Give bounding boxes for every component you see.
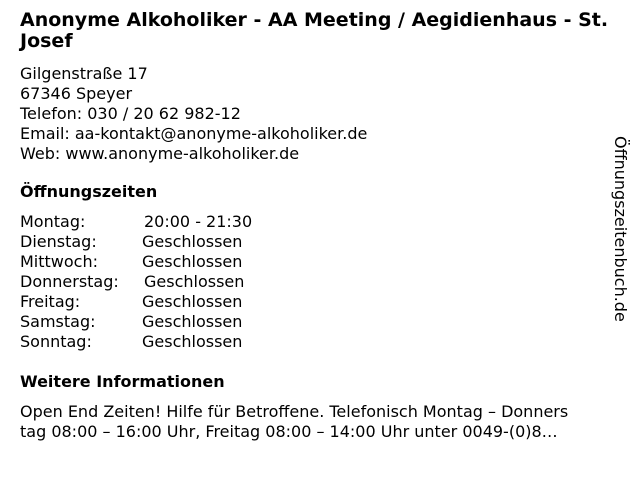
email-address: Email: aa-kontakt@anonyme-alkoholiker.de — [20, 124, 368, 143]
day-label: Freitag: — [20, 292, 81, 311]
more-info-heading: Weitere Informationen — [20, 372, 225, 391]
listing-page — [20, 10, 616, 442]
day-label: Sonntag: — [20, 332, 92, 351]
hours-row-saturday — [20, 312, 616, 332]
day-label: Montag: — [20, 212, 86, 231]
day-label: Dienstag: — [20, 232, 97, 251]
hours-row-monday — [20, 212, 616, 232]
day-label: Donnerstag: — [20, 272, 119, 291]
opening-hours-heading: Öffnungszeiten — [20, 182, 158, 201]
day-label: Mittwoch: — [20, 252, 98, 271]
hours-row-friday — [20, 292, 616, 312]
hours-row-thursday — [20, 272, 616, 292]
hours-value: Geschlossen — [142, 332, 243, 351]
hours-value: Geschlossen — [142, 232, 243, 251]
side-brand-watermark — [610, 136, 630, 336]
hours-value: Geschlossen — [142, 292, 243, 311]
hours-value: Geschlossen — [142, 312, 243, 331]
hours-row-sunday — [20, 332, 616, 352]
phone-number: Telefon: 030 / 20 62 982-12 — [20, 104, 241, 123]
city-postcode: 67346 Speyer — [20, 84, 133, 103]
hours-value: Geschlossen — [142, 252, 243, 271]
day-label: Samstag: — [20, 312, 96, 331]
side-brand-text: Öffnungszeitenbuch.de — [611, 136, 630, 322]
more-info-text — [20, 402, 620, 442]
street-address: Gilgenstraße 17 — [20, 64, 148, 83]
hours-value: 20:00 - 21:30 — [144, 212, 253, 231]
website: Web: www.anonyme-alkoholiker.de — [20, 144, 300, 163]
address-block — [20, 64, 616, 164]
hours-row-tuesday — [20, 232, 616, 252]
opening-hours-table — [20, 212, 616, 352]
hours-value: Geschlossen — [144, 272, 245, 291]
hours-row-wednesday — [20, 252, 616, 272]
more-info-line: Open End Zeiten! Hilfe für Betroffene. Telefonisch Montag – Donners — [20, 402, 569, 421]
more-info-line: tag 08:00 – 16:00 Uhr, Freitag 08:00 – 14:00 Uhr unter 0049-(0)8… — [20, 422, 558, 441]
page-title: Anonyme Alkoholiker - AA Meeting / Aegidienhaus - St. Josef — [20, 9, 609, 52]
